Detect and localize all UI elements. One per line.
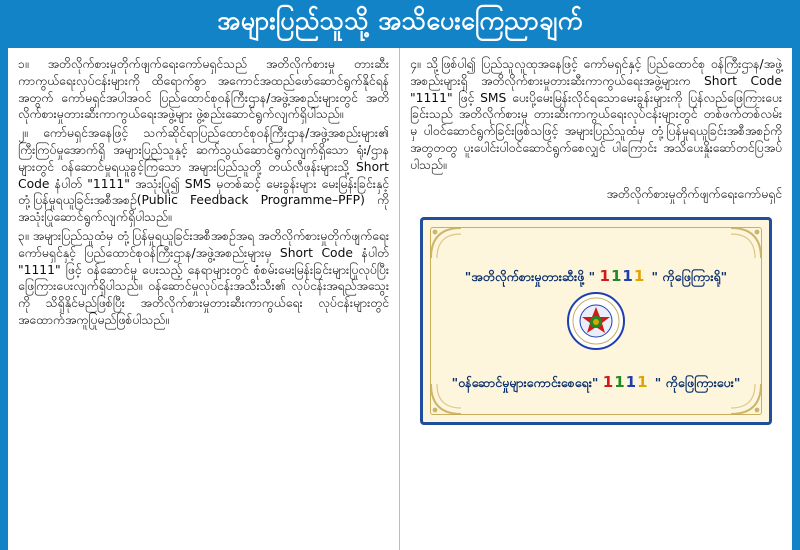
signature-line: အတိလိုက်စားမှုတိုက်ဖျက်ရေးကော်မရှင် [606, 186, 782, 201]
top-slogan-suffix: " ကိုဖြေကြားရို" [651, 268, 728, 284]
bottom-slogan-suffix: " ကိုဖြေကြားပေး" [654, 374, 741, 390]
top-slogan-prefix: "အတိလိုက်စားမှုတားဆီးဖို့ " [464, 268, 596, 284]
body-frame [0, 42, 800, 550]
paragraph-4: ၄။ သို့ဖြစ်ပါ၍ ပြည်သူလူထုအနေဖြင့် ကော်မရှင်နှင့် ပြည်ထောင်စု ဝန်ကြီးဌာန/အဖွဲ့အစည်းများရှိ အတိလိုက်စားမှုတားဆီးကာကွယ်ရေးအဖွဲ့များက Short Code "1111" ဖြင့် SMS ပေးပို့မေးမြန်းလိုင်ရသောမေးခွန်းများကို ပြန်လည်ဖြေကြားပေးခြင်းသည် အတိလိုက်စားမှု တားဆီးကာကွယ်ရေးလုပ်ငန်းများတွင် တစ်ဖက်တစ်လမ်းမှ ပါဝင်ဆောင်ရွက်ခြင်းဖြစ်သဖြင့် အများပြည်သူထံမှ တုံ့ပြန်မှုရယူခြင်းအစီအစဉ်ကို အတွတတွ ပူးပေါင်းပါဝင်ဆောင်ရွက်စေလျှင် ပါကြောင်း အသိပေးနှိုးဆော်တင်ပြအပ်ပါသည်။ [410, 57, 782, 172]
corner-ornament-icon [429, 226, 463, 260]
hotline-certificate-box [420, 217, 772, 425]
paragraph-2: ၂။ ကော်မရှင်အနေဖြင့် သက်ဆိုင်ရာပြည်ထောင်စုဝန်ကြီးဌာန/အဖွဲ့အစည်းများ၏ ကြီးကြပ်မှုအောက်ရှိ အများပြည်သူနှင့် ဆက်သွယ်ဆောင်ရွက်လျက်ရှိသော ရုံး/ဌာနများတွင် ဝန်ဆောင်မှုရယူခွင့်ကြသော အများပြည်သူတို့ တယ်လီဖုန်းများသို့ Short Code နံပါတ် "1111" အသုံးပြု၍ SMS မှတစ်ဆင့် မေးခွန်းများ မေးမြန်းခြင်းနှင့် တုံ့ပြန်မှုရယူခြင်းအစီအစဉ်(Public Feedback Programme–PFP) ကို အသုံးပြုဆောင်ရွက်လျက်ရှိပါသည်။ [18, 126, 389, 225]
commission-seal-icon [566, 291, 626, 351]
certificate-top-slogan [423, 268, 769, 286]
right-column [400, 48, 792, 550]
left-column [8, 48, 400, 550]
paragraph-1: ၁။ အတိလိုက်စားမှုတိုက်ဖျက်ရေးကော်မရှင်သည် အတိလိုက်စားမှု တားဆီးကာကွယ်ရေးလုပ်ငန်းများကို ထိရောက်စွာ အကောင်အထည်ဖော်ဆောင်ရွက်နိုင်ရန်အတွက် ကော်မရှင်အပါအဝင် ပြည်ထောင်စုဝန်ကြီးဌာန/အဖွဲ့အစည်းများတွင် အတိလိုက်စားမှုတားဆီးကာကွယ်ရေးအဖွဲ့များ ဖွဲ့စည်းဆောင်ရွက်လျက်ရှိပါသည်။ [18, 57, 389, 122]
body-inner [8, 48, 792, 550]
paragraph-3: ၃။ အများပြည်သူထံမှ တုံ့ပြန်မှုရယူခြင်းအစီအစဉ်အရ အတိလိုက်စားမှုတိုက်ဖျက်ရေးကော်မရှင်နှင့် ပြည်ထောင်စုဝန်ကြီးဌာန/အဖွဲ့အစည်းများမှ Short Code နံပါတ် "1111" ဖြင့် ဝန်ဆောင်မှု ပေးသည့် နေရာများတွင် စုံစမ်းမေးမြန်းခြင်းများပြုလုပ်ပြီး ဖြေကြားပေးလျက်ရှိပါသည်။ ဝန်ဆောင်မှုလုပ်ငန်းအသီးသီး၏ လုပ်ငန်းအရည်အသွေးကို သိရှိနိုင်မည်ဖြစ်ပြီး အတိလိုက်စားမှုတားဆီးကာကွယ်ရေး လုပ်ငန်းများတွင် အထောက်အကူပြုမည်ဖြစ်ပါသည်။ [18, 228, 389, 327]
certificate-bottom-slogan [423, 374, 769, 392]
bottom-slogan-prefix: "ဝန်ဆောင်မှုများကောင်းစေရေး" [451, 374, 599, 390]
page-title: အများပြည်သူသို့ အသိပေးကြေညာချက် [217, 6, 583, 35]
header-banner [0, 0, 800, 42]
corner-ornament-icon [729, 226, 763, 260]
short-code-bottom: 1111 [602, 372, 649, 391]
short-code-top: 1111 [599, 266, 646, 285]
